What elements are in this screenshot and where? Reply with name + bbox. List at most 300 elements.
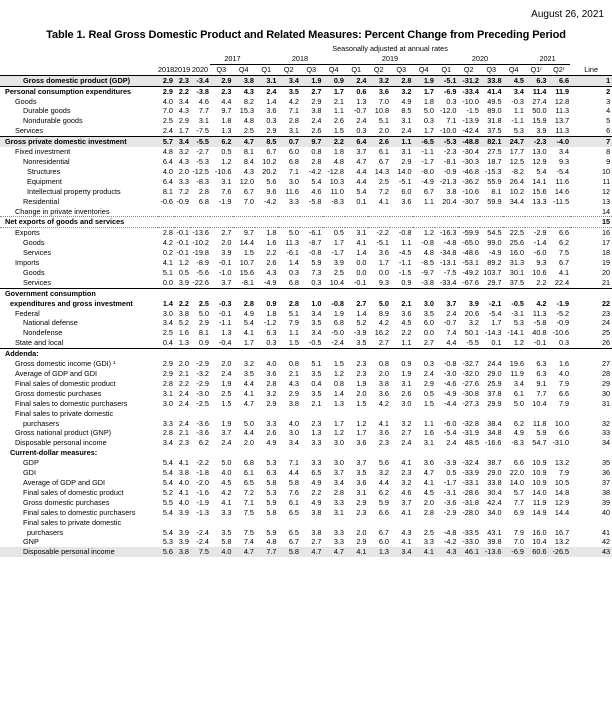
row-value [368, 288, 391, 298]
row-value: 2.4 [446, 308, 457, 318]
row-value: -1.7 [331, 248, 344, 258]
row-value [480, 288, 503, 298]
row-value: 2.9 [158, 86, 174, 96]
row-value: 2.9 [356, 537, 367, 547]
row-value: 3.1 [221, 176, 232, 186]
row-value: 2.8 [198, 186, 209, 196]
row-value: 55.9 [487, 176, 502, 186]
row-value: -10.6 [214, 166, 232, 176]
row-label: Equipment [27, 176, 62, 186]
row-label: Gross private domestic investment [0, 137, 158, 147]
row-value [233, 288, 256, 298]
row-value: 22.4 [554, 277, 570, 287]
row-value: 10.4 [532, 537, 547, 547]
row-value: 0.9 [266, 298, 277, 308]
row-value [345, 217, 368, 228]
row-value: 15.6 [532, 186, 547, 196]
row-value: -8.2 [511, 166, 524, 176]
row-value: 3.1 [288, 126, 299, 136]
row-value: 6.8 [333, 318, 344, 328]
row-value: 4.2 [221, 487, 232, 497]
row-value: 3.8 [178, 468, 189, 478]
row-value: -13.6 [480, 547, 503, 557]
row-value: 1.8 [423, 96, 434, 106]
row-value [390, 349, 413, 359]
row-label: Goods [23, 238, 45, 248]
row-value: 6.5 [311, 468, 322, 478]
row-value [458, 217, 481, 228]
row-value: -6.0 [443, 418, 457, 428]
row-value: -0.8 [443, 359, 457, 369]
row-value: 4.1 [413, 547, 436, 557]
row-value: 0.5 [221, 147, 232, 157]
row-value [278, 518, 301, 528]
row-label: Gross domestic purchases [15, 388, 102, 398]
row-value: 7.1 [288, 458, 299, 468]
row-value: 3.8 [378, 378, 389, 388]
row-value [480, 409, 503, 419]
row-value: -36.2 [462, 176, 479, 186]
row-value: 6.7 [288, 537, 299, 547]
row-value [210, 409, 233, 419]
row-value: 3.3 [333, 527, 344, 537]
row-value: 34.0 [487, 507, 502, 517]
row-value [458, 518, 481, 528]
quarter-header-row [0, 64, 612, 75]
row-value: 6.6 [378, 507, 389, 517]
row-value: 3.3 [162, 418, 173, 428]
table-row [0, 478, 612, 488]
row-value: 6.0 [288, 147, 299, 157]
line-number: 24 [602, 318, 611, 328]
row-value [458, 409, 481, 419]
row-value [300, 409, 323, 419]
row-value: 3.2 [401, 418, 412, 428]
row-value: 1.7 [378, 258, 389, 268]
row-value [278, 409, 301, 419]
row-value [435, 288, 458, 298]
quarter-header: Q2 [368, 64, 391, 75]
row-value: 3.3 [311, 458, 322, 468]
row-value: 4.2 [536, 298, 547, 308]
row-value: 10.9 [532, 468, 547, 478]
row-value: -4.4 [443, 398, 457, 408]
row-value: 60.6 [525, 547, 548, 557]
table-row [0, 248, 612, 258]
row-value: -15.3 [484, 166, 502, 176]
row-value: 6.2 [198, 438, 209, 448]
row-value: 8.1 [162, 186, 173, 196]
row-value: 3.3 [288, 196, 299, 206]
row-value [190, 518, 210, 528]
row-value [210, 349, 233, 359]
row-label: Gross national product (GNP) [15, 428, 112, 438]
row-value: -16.3 [439, 228, 457, 238]
table-row [0, 288, 612, 298]
row-value: 4.0 [558, 369, 570, 378]
row-label: Disposable personal income [0, 547, 158, 557]
row-value: 5.2 [162, 487, 173, 497]
row-value: 11.6 [285, 186, 299, 196]
row-value: 5.1 [288, 308, 299, 318]
row-value: 2.9 [311, 96, 322, 106]
row-value: 5.3 [513, 318, 524, 328]
row-value: -6.1 [286, 248, 299, 258]
row-value: -16.6 [484, 438, 502, 448]
row-value: 3.9 [468, 298, 479, 308]
row-value: 89.0 [487, 106, 502, 116]
row-value: 2.4 [345, 75, 368, 86]
row-value: 1.5 [288, 338, 299, 348]
row-value: 2.8 [162, 428, 173, 438]
row-value: 4.1 [356, 238, 367, 248]
row-value: -0.1 [218, 308, 232, 318]
row-value: 4.2 [162, 238, 173, 248]
row-value: 3.6 [378, 248, 389, 258]
row-value [480, 518, 503, 528]
row-value: 3.2 [368, 75, 391, 86]
row-value: 1.7 [356, 428, 367, 438]
row-value: 1.1 [513, 106, 524, 116]
line-number: 16 [602, 228, 611, 238]
row-value: -5.1 [376, 238, 389, 248]
row-value: -2.9 [196, 378, 209, 388]
row-value: 2.0 [423, 497, 434, 507]
row-value: 6.7 [378, 527, 389, 537]
row-value: 8.5 [255, 137, 278, 147]
row-value [190, 288, 210, 298]
table-row [0, 75, 612, 86]
row-label: Nondurable goods [23, 116, 83, 126]
line-number: 42 [602, 537, 611, 547]
row-value: 3.0 [333, 438, 344, 448]
row-value: 6.3 [266, 468, 277, 478]
row-value: 1.1 [423, 196, 434, 206]
row-value: 5.8 [221, 537, 232, 547]
row-value: 0.3 [558, 338, 570, 348]
row-value: 0.3 [423, 116, 434, 126]
line-number: 17 [602, 238, 611, 248]
row-value [345, 207, 368, 217]
row-value: 2.0 [243, 438, 254, 448]
row-value: -4.2 [308, 166, 322, 176]
row-value: 2.1 [311, 398, 322, 408]
row-value: 2.3 [356, 369, 367, 378]
row-value: 6.8 [198, 196, 209, 206]
row-value: 0.5 [333, 228, 344, 238]
row-value: 4.1 [178, 458, 189, 468]
row-value [255, 518, 278, 528]
row-value: 6.6 [558, 228, 570, 238]
row-value: 9.7 [300, 137, 323, 147]
row-value: 8.9 [378, 308, 389, 318]
table-row [0, 228, 612, 238]
row-label: Services [23, 248, 51, 258]
row-value: 7.2 [178, 186, 189, 196]
row-value: 4.0 [178, 477, 189, 487]
row-value: 0.0 [378, 267, 389, 277]
table-row [0, 359, 612, 369]
row-value: -3.8 [190, 86, 210, 96]
row-value: 3.3 [333, 497, 344, 507]
row-value: -4.2 [263, 196, 277, 206]
row-label: Gross domestic product (GDP) [0, 75, 158, 86]
row-value: 11.3 [555, 106, 570, 116]
quarter-header: Q2 [278, 64, 301, 75]
row-value: 2.1 [178, 369, 189, 378]
table-row [0, 498, 612, 508]
row-value: 1.7 [413, 86, 436, 96]
row-value: -7.5 [196, 126, 209, 136]
row-value: 3.3 [266, 418, 277, 428]
row-value: -33.4 [458, 86, 481, 96]
row-value: 2.9 [266, 126, 277, 136]
table-row [0, 217, 612, 228]
row-value: -33.4 [439, 277, 457, 287]
row-value: 2.9 [178, 116, 189, 126]
row-value: 50.1 [464, 328, 479, 338]
row-value: 7.9 [558, 378, 570, 388]
row-value: 1.4 [333, 388, 344, 398]
row-value: 27.5 [487, 147, 502, 157]
row-value: 7.1 [243, 497, 254, 507]
row-value: 11.9 [510, 369, 524, 378]
row-value: 29.7 [487, 277, 502, 287]
row-label: Imports [15, 258, 40, 268]
row-label: Final sales to private domestic [23, 517, 122, 527]
row-value: -1.9 [218, 196, 232, 206]
row-value: 0.3 [266, 116, 277, 126]
row-value: 7.9 [558, 468, 570, 478]
row-value: 5.4 [162, 468, 173, 478]
row-value: -6.9 [503, 547, 526, 557]
line-number: 18 [602, 248, 611, 258]
row-value: 4.9 [401, 96, 412, 106]
row-value: 54.7 [532, 438, 547, 448]
row-value [158, 288, 174, 298]
row-value: 6.5 [288, 527, 299, 537]
row-value: 5.4 [536, 166, 547, 176]
row-value: 4.7 [356, 156, 367, 166]
row-value [210, 288, 233, 298]
table-row [0, 468, 612, 478]
line-number: 19 [602, 258, 611, 268]
row-value: 2.2 [311, 487, 322, 497]
row-value [525, 448, 548, 458]
row-value: 1.3 [368, 547, 391, 557]
row-value: -32.7 [462, 359, 479, 369]
row-value: 24.4 [487, 359, 502, 369]
row-value: 5.3 [162, 537, 173, 547]
row-value: -33.9 [462, 468, 479, 478]
row-value [368, 217, 391, 228]
row-value: -2.9 [533, 228, 547, 238]
row-value: -31.8 [462, 497, 479, 507]
row-value [345, 448, 368, 458]
quarter-header: Q4 [323, 64, 346, 75]
row-value: 2.4 [221, 369, 232, 378]
row-value: -3.1 [511, 308, 524, 318]
row-value: 3.2 [378, 468, 389, 478]
row-value: 3.1 [356, 228, 367, 238]
row-value: 3.3 [311, 438, 322, 448]
row-value: -2.5 [196, 398, 209, 408]
row-value [435, 409, 458, 419]
row-value: 2.4 [221, 438, 232, 448]
row-value: 13.3 [532, 196, 547, 206]
row-value: 3.2 [390, 86, 413, 96]
row-value: 1.9 [356, 378, 367, 388]
row-value: 1.1 [423, 418, 434, 428]
row-value: 22.5 [509, 228, 524, 238]
row-value: -8.9 [196, 258, 209, 268]
row-value: 3.5 [311, 318, 322, 328]
row-value: -32.4 [462, 458, 479, 468]
row-value [458, 288, 481, 298]
row-value: 4.4 [356, 166, 367, 176]
row-value: 3.7 [221, 428, 232, 438]
row-value [435, 518, 458, 528]
row-value: -33.5 [462, 527, 479, 537]
row-value: 38.4 [487, 418, 502, 428]
row-value: 6.9 [513, 507, 524, 517]
row-value: 8.4 [243, 156, 254, 166]
line-number [570, 518, 612, 528]
row-value: -0.5 [308, 338, 322, 348]
table-row [0, 488, 612, 498]
row-label: Addenda: [0, 349, 158, 359]
row-value: 0.8 [288, 359, 299, 369]
line-number: 22 [602, 298, 611, 308]
row-value: -4.2 [443, 537, 457, 547]
row-value: 3.6 [266, 369, 277, 378]
row-value: -6.5 [413, 137, 436, 147]
row-value: 11.3 [555, 126, 570, 136]
table-row [0, 328, 612, 338]
row-value: 1.4 [266, 96, 277, 106]
row-value: -28.6 [462, 487, 479, 497]
row-value: -0.3 [511, 96, 524, 106]
report-date: August 26, 2021 [531, 9, 604, 20]
row-value: 103.7 [483, 267, 502, 277]
row-value: -2.4 [331, 338, 344, 348]
row-value: 9.1 [536, 378, 547, 388]
row-value: -31.0 [552, 438, 570, 448]
row-value [413, 217, 436, 228]
row-value: -5.4 [443, 428, 457, 438]
row-label: Government consumption [0, 288, 158, 298]
row-value: -0.8 [308, 248, 322, 258]
row-value: 2.0 [356, 388, 367, 398]
row-value [190, 207, 210, 217]
row-value: 2.5 [423, 527, 434, 537]
row-value: -2.9 [443, 507, 457, 517]
row-value: -1.2 [263, 318, 277, 328]
row-value: 2.4 [178, 418, 189, 428]
row-value: -3.6 [443, 497, 457, 507]
row-value: 3.8 [311, 507, 322, 517]
row-value: 2.0 [221, 359, 232, 369]
row-value: 4.3 [178, 106, 189, 116]
row-value: 9.3 [536, 258, 547, 268]
table-row [0, 428, 612, 438]
row-value: 3.8 [174, 547, 190, 557]
table-row [0, 238, 612, 248]
row-value: 5.6 [158, 547, 174, 557]
row-value: 3.1 [401, 116, 412, 126]
row-value: 0.3 [288, 267, 299, 277]
row-value: -5.2 [556, 308, 570, 318]
row-value: 11.3 [532, 308, 547, 318]
row-value: 4.5 [401, 318, 412, 328]
row-value: 37.5 [509, 277, 524, 287]
row-value: 2.3 [356, 507, 367, 517]
row-value: 3.9 [178, 507, 189, 517]
row-value [210, 448, 233, 458]
row-value [480, 349, 503, 359]
row-value: 7.9 [513, 527, 524, 537]
row-value: 3.4 [390, 547, 413, 557]
line-number: 33 [602, 428, 611, 438]
row-value [525, 518, 548, 528]
quarter-year-header: 2021 [525, 54, 570, 64]
row-value [548, 409, 571, 419]
row-label: Change in private inventories [0, 207, 158, 217]
row-value: 3.2 [178, 147, 189, 157]
quarter-header: Q4 [413, 64, 436, 75]
row-value: 10.2 [262, 156, 277, 166]
row-value: 5.0 [198, 308, 209, 318]
row-value: 3.5 [243, 369, 254, 378]
row-value [323, 217, 346, 228]
row-value: 3.9 [333, 258, 344, 268]
row-value: 5.8 [288, 477, 299, 487]
row-value: 6.3 [266, 328, 277, 338]
row-value: 34.8 [487, 428, 502, 438]
row-value [300, 518, 323, 528]
row-value: 4.0 [162, 166, 173, 176]
row-value: 2.9 [210, 75, 233, 86]
row-value: 9.3 [378, 277, 389, 287]
row-value: 14.0 [509, 477, 524, 487]
row-value: 1.5 [423, 398, 434, 408]
row-value [255, 288, 278, 298]
table-row [0, 299, 612, 309]
row-value: 4.9 [311, 497, 322, 507]
row-value: 3.6 [378, 388, 389, 398]
line-number [570, 288, 612, 298]
row-value: 1.9 [333, 308, 344, 318]
line-number: 8 [606, 147, 611, 157]
row-value: 1.3 [333, 398, 344, 408]
table-row [0, 309, 612, 319]
row-value: 3.9 [178, 537, 189, 547]
row-value: 3.1 [333, 507, 344, 517]
row-value [390, 207, 413, 217]
row-value: -27.6 [462, 378, 479, 388]
line-number: 38 [602, 487, 611, 497]
row-value: 14.0 [397, 166, 412, 176]
row-value: 2.2 [401, 328, 412, 338]
row-value [300, 207, 323, 217]
row-value: 9.7 [221, 106, 232, 116]
quarter-header: Q3 [300, 64, 323, 75]
row-value: 5.0 [513, 398, 524, 408]
row-value: 5.0 [221, 458, 232, 468]
row-value: 3.0 [288, 176, 299, 186]
row-value: -3.4 [190, 75, 210, 86]
row-value: 2.5 [378, 176, 389, 186]
